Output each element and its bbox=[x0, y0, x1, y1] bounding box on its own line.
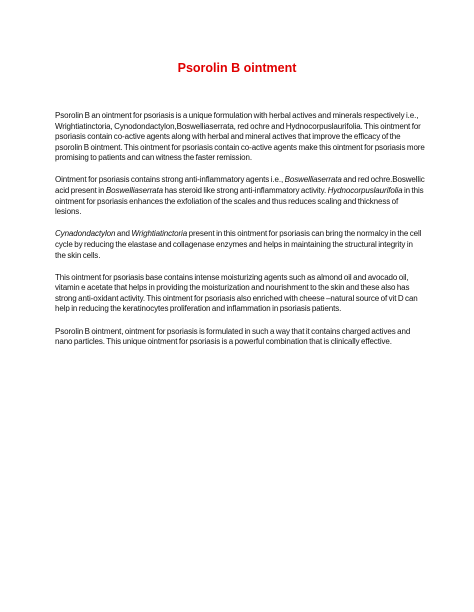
paragraph-segment: and bbox=[115, 229, 132, 239]
paragraph-segment: present in this ointment for psoriasis can bring the normalcy in the cell cycle by reducing the elastase and collagenase enzymes and helps in maintaining the structural integrity in the skin cells. bbox=[55, 229, 422, 260]
paragraph-5 bbox=[55, 327, 425, 348]
document-body bbox=[55, 111, 425, 359]
italic-term: Boswelliaserrata bbox=[284, 175, 342, 185]
paragraph-2 bbox=[55, 175, 425, 217]
paragraph-segment: has steroid like strong anti-inflammatory activity. bbox=[162, 186, 328, 196]
paragraph-segment: This ointment for psoriasis base contains intense moisturizing agents such as almond oil and avocado oil, vitamin e acetate that helps in providing the moisturization and nourishment to the skin and these also has strong anti-oxidant activity. This ointment for psoriasis also enriched with cheese –natural source of vit D can help in reducing the keratinocytes proliferation and inflammation in psoriasis patients. bbox=[55, 272, 418, 314]
italic-term: Cynadondactylon bbox=[55, 229, 116, 239]
paragraph-1 bbox=[55, 111, 425, 164]
paragraph-segment: Psorolin B ointment, ointment for psoriasis is formulated in such a way that it contains charged actives and nano particles. This unique ointment for psoriasis is a powerful combination that is clinically effective. bbox=[55, 326, 411, 347]
italic-term: Hydnocorpuslaurifolia bbox=[327, 186, 403, 196]
paragraph-segment: in this ointment for psoriasis enhances the exfoliation of the scales and thus reduces scaling and thickness of lesions. bbox=[55, 186, 424, 217]
paragraph-4 bbox=[55, 273, 425, 315]
document-title: Psorolin B ointment bbox=[177, 61, 297, 75]
italic-term: Wrightiatinctoria bbox=[131, 229, 188, 239]
paragraph-segment: and red ochre.Boswellic acid present in bbox=[55, 175, 425, 196]
paragraph-segment: Ointment for psoriasis contains strong anti-inflammatory agents i.e., bbox=[55, 175, 285, 185]
paragraph-3 bbox=[55, 229, 425, 261]
paragraph-segment: Psorolin B an ointment for psoriasis is a unique formulation with herbal actives and minerals respectively i.e., Wrightiatinctoria, Cynodondactylon,Boswelliaserrata, red ochre and Hydnocorpuslaurifolia. This ointment for psoriasis contain co-active agents along with herbal and mineral actives that improve the efficacy of the psorolin B ointment. This ointment for psoriasis contain co-active agents make this ointment for psoriasis more promising to patients and can witness the faster remission. bbox=[55, 111, 425, 163]
italic-term: Boswelliaserrata bbox=[105, 186, 163, 196]
